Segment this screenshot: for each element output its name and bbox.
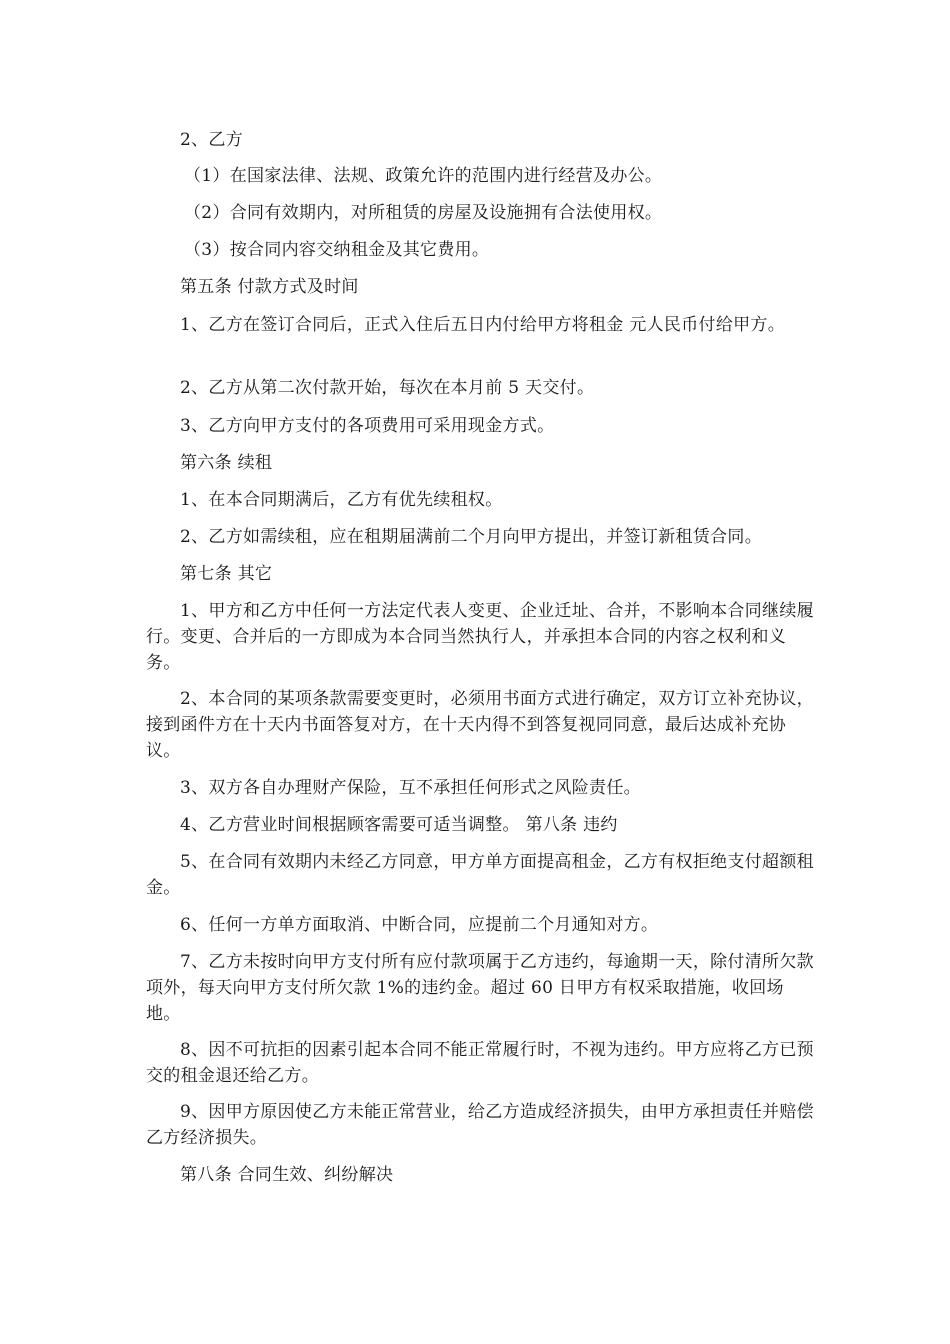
party-b-right-1: （1）在国家法律、法规、政策允许的范围内进行经营及办公。 <box>184 166 663 186</box>
breach-clause-7: 7、乙方未按时向甲方支付所有应付款项属于乙方违约，每逾期一天，除付清所欠款项外，每天向甲方支付所欠款 1%的违约金。超过 60 日甲方有权采取措施，收回场地。 <box>146 952 814 1024</box>
party-b-right-2: （2）合同有效期内，对所租赁的房屋及设施拥有合法使用权。 <box>184 203 663 223</box>
breach-clause-6: 6、任何一方单方面取消、中断合同，应提前二个月通知对方。 <box>180 915 659 935</box>
article-7-clause-1: 1、甲方和乙方中任何一方法定代表人变更、企业迁址、合并，不影响本合同继续履行。变更、合并后的一方即成为本合同当然执行人，并承担本合同的内容之权利和义务。 <box>146 601 814 673</box>
article-7-clause-4: 4、乙方营业时间根据顾客需要可适当调整。 第八条 违约 <box>180 815 618 835</box>
breach-clause-8: 8、因不可抗拒的因素引起本合同不能正常履行时，不视为违约。甲方应将乙方已预交的租金退还给乙方。 <box>146 1040 814 1086</box>
article-7-clause-3: 3、双方各自办理财产保险，互不承担任何形式之风险责任。 <box>180 778 641 798</box>
breach-clause-5: 5、在合同有效期内未经乙方同意，甲方单方面提高租金，乙方有权拒绝支付超额租金。 <box>146 852 814 898</box>
article-7-clause-2: 2、本合同的某项条款需要变更时，必须用书面方式进行确定，双方订立补充协议，接到函件方在十天内书面答复对方，在十天内得不到答复视同同意，最后达成补充协议。 <box>146 689 814 761</box>
article-7-heading: 第七条 其它 <box>180 564 273 584</box>
article-5-clause-2: 2、乙方从第二次付款开始，每次在本月前 5 天交付。 <box>180 378 595 398</box>
article-5-clause-1: 1、乙方在签订合同后，正式入住后五日内付给甲方将租金 元人民币付给甲方。 <box>180 315 786 335</box>
party-b-right-3: （3）按合同内容交纳租金及其它费用。 <box>184 240 490 260</box>
article-8-heading: 第八条 合同生效、纠纷解决 <box>180 1165 394 1185</box>
article-6-clause-1: 1、在本合同期满后，乙方有优先续租权。 <box>180 490 503 510</box>
party-b-heading: 2、乙方 <box>180 130 244 150</box>
article-6-heading: 第六条 续租 <box>180 453 273 473</box>
article-6-clause-2: 2、乙方如需续租，应在租期届满前二个月向甲方提出，并签订新租赁合同。 <box>180 527 763 547</box>
breach-clause-9: 9、因甲方原因使乙方未能正常营业，给乙方造成经济损失，由甲方承担责任并赔偿乙方经济损失。 <box>146 1102 814 1148</box>
article-5-heading: 第五条 付款方式及时间 <box>180 277 359 297</box>
article-5-clause-3: 3、乙方向甲方支付的各项费用可采用现金方式。 <box>180 416 555 436</box>
